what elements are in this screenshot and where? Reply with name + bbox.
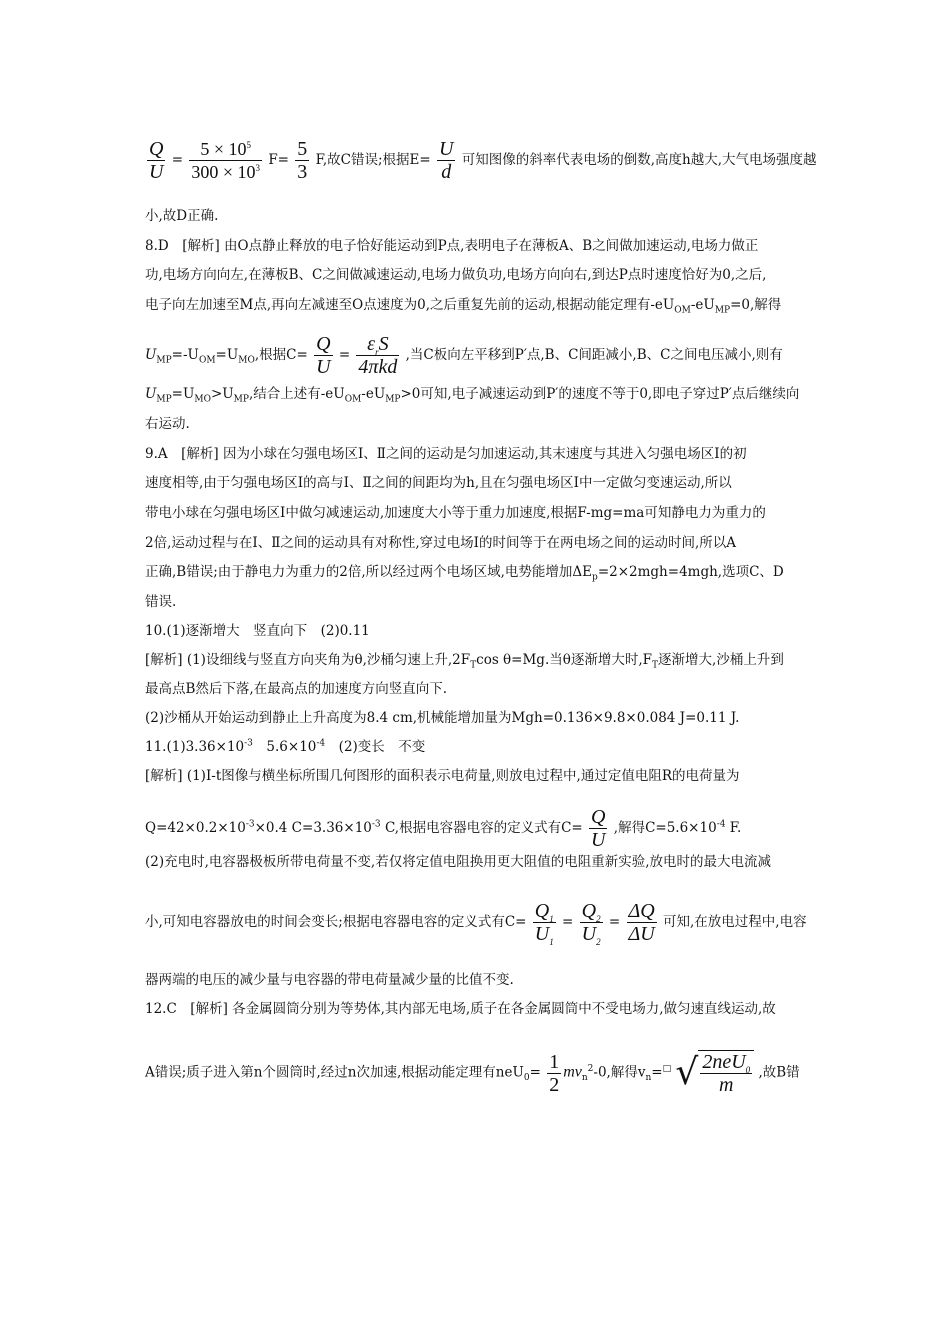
square-root-expression [675,1050,754,1096]
fraction-q-over-u: $\frac{Q}{U}$ [149,138,164,183]
line-18: (2)沙桶从开始运动到静止上升高度为8.4 cm,机械能增加量为Mgh=0.136×9.8×0.084 J=0.11 J. [145,710,740,726]
fraction-dq-over-du: $\frac{\Delta Q}{\Delta U}$ [628,900,655,945]
fraction-q1-over-u1: $\frac{Q_1}{U_1}$ [534,900,554,947]
line-23: 小,可知电容器放电的时间会变长;根据电容器电容的定义式有C= $\frac{Q_1}{U_1}$ = $\frac{Q_2}{U_2}$ = $\frac{\Delta Q}{\Delta U}$ 可知,在放电过程中,电容 [145,900,807,947]
line-11: 带电小球在匀强电场区Ⅰ中做匀减速运动,加速度大小等于重力加速度,根据F-mg=ma可知静电力为重力的 [145,505,766,521]
fraction-q-over-u-3: $\frac{Q}{U}$ [591,806,606,851]
line-14: 错误. [145,594,177,610]
line-7: $U_{MP}=U_{MO}>U_{MP}$,结合上述有$-eU_{OM}-eU_{MP}>0$可知,电子减速运动到P′的速度不等于0,即电子穿过P′点后继续向 [145,386,800,405]
radical-sign-icon: √ [675,1052,699,1093]
line-12: 2倍,运动过程与在Ⅰ、Ⅱ之间的运动具有对称性,穿过电场Ⅰ的时间等于在两电场之间的运动时间,所以A [145,535,737,551]
fraction-one-half: $\frac{1}{2}$ [549,1050,560,1096]
line-5: 电子向左加速至M点,再向左减速至O点速度为0,之后重复先前的运动,根据动能定理有$-eU_{OM}-eU_{MP}=0$,解得 [145,297,782,316]
line-17: 最高点B然后下落,在最高点的加速度方向竖直向下. [145,681,448,697]
line-20: [解析] (1)I-t图像与横坐标所围几何图形的面积表示电荷量,则放电过程中,通过定值电阻R的电荷量为 [145,768,740,784]
line-24: 器两端的电压的减少量与电容器的带电荷量减少量的比值不变. [145,972,514,988]
fraction-epsilon-s-over-4pikd: $\frac{\varepsilon_rS}{\text{4πkd}}$ [358,333,398,378]
line-10: 速度相等,由于匀强电场区Ⅰ的高与Ⅰ、Ⅱ之间的间距均为h,且在匀强电场区Ⅰ中一定做匀变速运动,所以 [145,475,732,491]
fraction-2neu0-over-m: $\frac{2neU_0}{m}$ [702,1051,751,1096]
line-22: (2)充电时,电容器极板所带电荷量不变,若仅将定值电阻换用更大阻值的电阻重新实验,放电时的最大电流减 [145,854,771,870]
line-2: 小,故D正确. [145,208,219,224]
line-26: A错误;质子进入第n个圆筒时,经过n次加速,根据动能定理有neU$_0$= $\frac{1}{2}$ $mv_n^2-0$,解得$v_n=^□$ √ $\frac{2neU_0}{m}$ ,故B错 [145,1050,800,1096]
line-19: $11.(1)3.36\times 10^{-3}$ $5.6\times 10^{-4}$ (2)变长 不变 [145,738,426,755]
fraction-5e5-over-300e3: $\frac{5 \times 10^5}{300 \times 10^3}$ [191,139,261,182]
line-13: 正确,B错误;由于静电力为重力的2倍,所以经过两个电场区域,电势能增加$\Delta E_p=2\times 2mgh=4mgh$,选项C、D [145,564,784,583]
line-3: 8.D [解析] 由O点静止释放的电子恰好能运动到P点,表明电子在薄板A、B之间做加速运动,电场力做正 [145,238,759,254]
line-15: 10.(1)逐渐增大 竖直向下 (2)0.11 [145,623,370,639]
line-4: 功,电场方向向左,在薄板B、C之间做减速运动,电场力做负功,电场方向向右,到达P点时速度恰好为0,之后, [145,267,767,283]
fraction-q2-over-u2: $\frac{Q_2}{U_2}$ [581,900,601,947]
line-8: 右运动. [145,416,190,432]
fraction-5-over-3: $\frac{5}{3}$ [297,138,308,183]
fraction-u-over-d: $\frac{U}{d}$ [439,138,454,183]
line-16: [解析] (1)设细线与竖直方向夹角为θ,沙桶匀速上升$,2F_T\cos$ θ=Mg.当θ逐渐增大时$,F_T$逐渐增大,沙桶上升到 [145,652,784,671]
line-21: $Q=42\times 0.2\times 10^{-3}\times 0.4$ $C=3.36\times 10^{-3}$ C,根据电容器电容的定义式有C= $\frac{Q}{U}$ ,解得$C=5.6\times 10^{-4}$ F. [145,806,742,851]
line-6: $U_{MP}=-U_{OM}=U_{MO}$,根据C= $\frac{Q}{U}$ = $\frac{\varepsilon_rS}{\text{4πkd}}$ ,当C板向左平移到P′点,B、C间距减小,B、C之间电压减小,则有 [145,333,783,378]
line-9: 9.A [解析] 因为小球在匀强电场区Ⅰ、Ⅱ之间的运动是匀加速运动,其末速度与其进入匀强电场区Ⅰ的初 [145,446,747,462]
line-25: 12.C [解析] 各金属圆筒分别为等势体,其内部无电场,质子在各金属圆筒中不受电场力,做匀速直线运动,故 [145,1001,776,1017]
line-1: $\frac{Q}{U}$ = $\frac{5 \times 10^5}{300 \times 10^3}$ F= $\frac{5}{3}$ F,故C错误;根据E= $\frac{U}{d}$ 可知图像的斜率代表电场的倒数,高度h越大,大气电场强度越 [149,138,817,183]
fraction-q-over-u-2: $\frac{Q}{U}$ [316,333,331,378]
